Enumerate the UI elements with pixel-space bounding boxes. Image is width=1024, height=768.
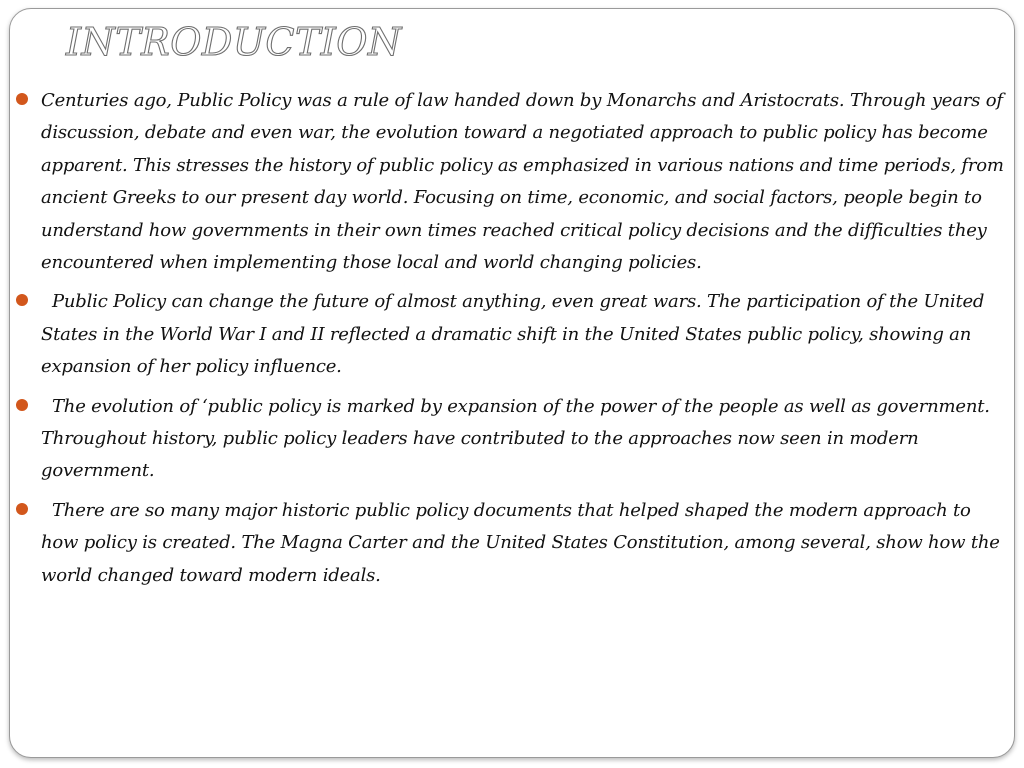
bullet-dot-icon [16,93,28,105]
bullet-dot-icon [16,294,28,306]
bullet-text: The evolution of ‘public policy is marked by expansion of the power of the people as well as government. Throughout history, public policy leaders have contributed to the approaches now seen in modern government. [41,395,990,482]
bullet-item [16,495,1004,592]
bullet-text: Centuries ago, Public Policy was a rule of law handed down by Monarchs and Aristocrats. Through years of discussion, debate and even war, the evolution toward a negotiated approach to public policy has become apparent. This stresses the history of public policy as emphasized in various nations and time periods, from ancient Greeks to our present day world. Focusing on time, economic, and social factors, people begin to understand how governments in their own times reached critical policy decisions and the difficulties they encountered when implementing those local and world changing policies. [41,90,1004,274]
slide-title: INTRODUCTION [66,20,402,64]
bullet-item [16,286,1004,383]
bullet-text: There are so many major historic public policy documents that helped shaped the modern approach to how policy is created. The Magna Carter and the United States Constitution, among several, show how the world changed toward modern ideals. [41,499,1000,586]
bullet-item [16,85,1004,279]
bullet-item [16,391,1004,488]
bullet-text: Public Policy can change the future of almost anything, even great wars. The participation of the United States in the World War I and II reflected a dramatic shift in the United States public policy, showing an expansion of her policy influence. [41,291,985,378]
bullet-dot-icon [16,399,28,411]
bullet-list [16,85,1004,599]
bullet-dot-icon [16,503,28,515]
